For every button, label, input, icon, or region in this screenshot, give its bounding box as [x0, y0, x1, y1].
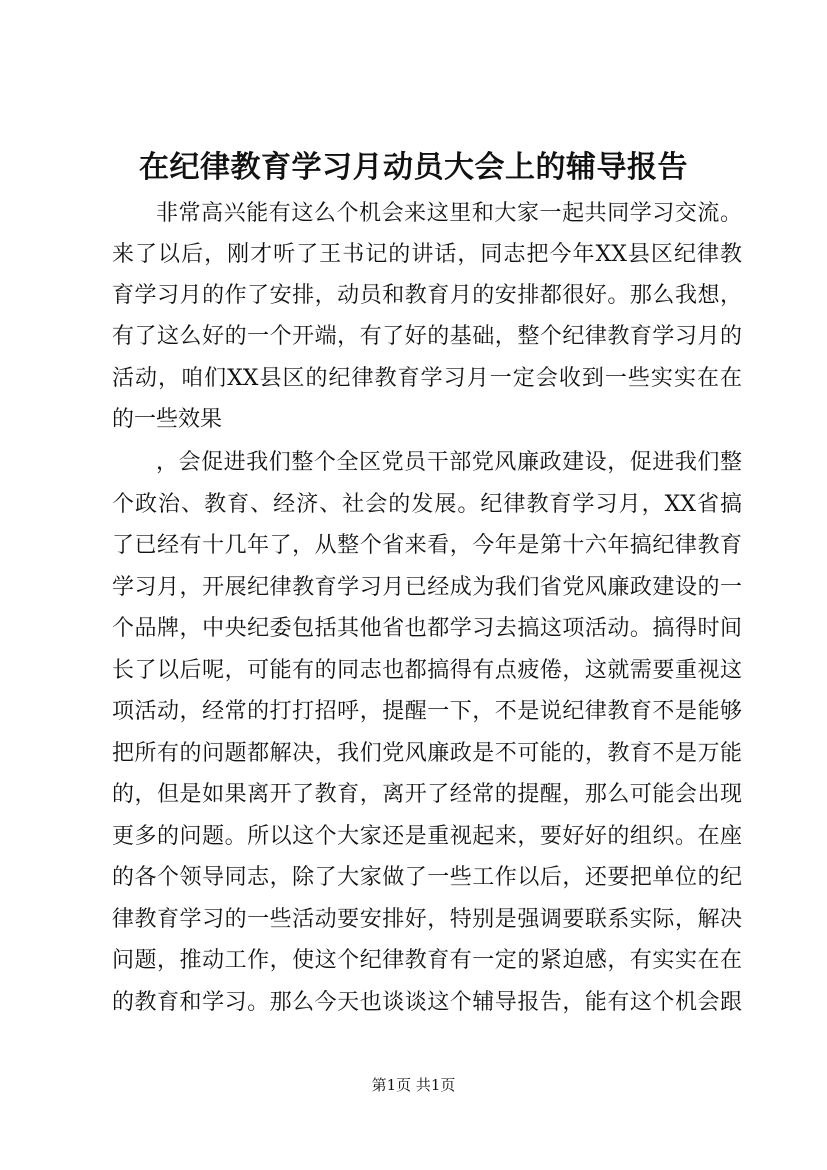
text-line: 的，但是如果离开了教育，离开了经常的提醒，那么可能会出现: [112, 782, 742, 807]
text-line: 学习月，开展纪律教育学习月已经成为我们省党风廉政建设的一: [112, 575, 742, 600]
text-line: 非常高兴能有这么个机会来这里和大家一起共同学习交流。: [156, 201, 742, 226]
text-line: 的教育和学习。那么今天也谈谈这个辅导报告，能有这个机会跟: [112, 990, 742, 1015]
text-line: 律教育学习的一些活动要安排好，特别是强调要联系实际，解决: [112, 907, 742, 932]
text-line: 更多的问题。所以这个大家还是重视起来，要好好的组织。在座: [112, 824, 742, 849]
text-line: 育学习月的作了安排，动员和教育月的安排都很好。那么我想，: [112, 283, 742, 308]
text-line: 的各个领导同志，除了大家做了一些工作以后，还要把单位的纪: [112, 865, 742, 890]
text-line: 问题，推动工作，使这个纪律教育有一定的紧迫感，有实实在在: [112, 948, 742, 973]
text-line: 的一些效果: [112, 407, 223, 432]
text-line: 有了这么好的一个开端，有了好的基础，整个纪律教育学习月的: [112, 324, 742, 349]
text-line: 了已经有十几年了，从整个省来看，今年是第十六年搞纪律教育: [112, 533, 742, 558]
text-line: 个政治、教育、经济、社会的发展。纪律教育学习月，XX省搞: [112, 492, 742, 517]
text-line: 长了以后呢，可能有的同志也都搞得有点疲倦，这就需要重视这: [112, 658, 742, 683]
text-line: 来了以后，刚才听了王书记的讲话，同志把今年XX县区纪律教: [112, 242, 742, 267]
text-line: 个品牌，中央纪委包括其他省也都学习去搞这项活动。搞得时间: [112, 616, 742, 641]
text-line: ，会促进我们整个全区党员干部党风廉政建设，促进我们整: [156, 450, 742, 475]
page-footer: 第1页 共1页: [371, 1076, 456, 1094]
text-line: 活动，咱们XX县区的纪律教育学习月一定会收到一些实实在在: [112, 366, 742, 391]
text-line: 把所有的问题都解决，我们党风廉政是不可能的，教育不是万能: [112, 741, 742, 766]
document-title: 在纪律教育学习月动员大会上的辅导报告: [139, 150, 688, 185]
text-line: 项活动，经常的打打招呼，提醒一下，不是说纪律教育不是能够: [112, 699, 742, 724]
